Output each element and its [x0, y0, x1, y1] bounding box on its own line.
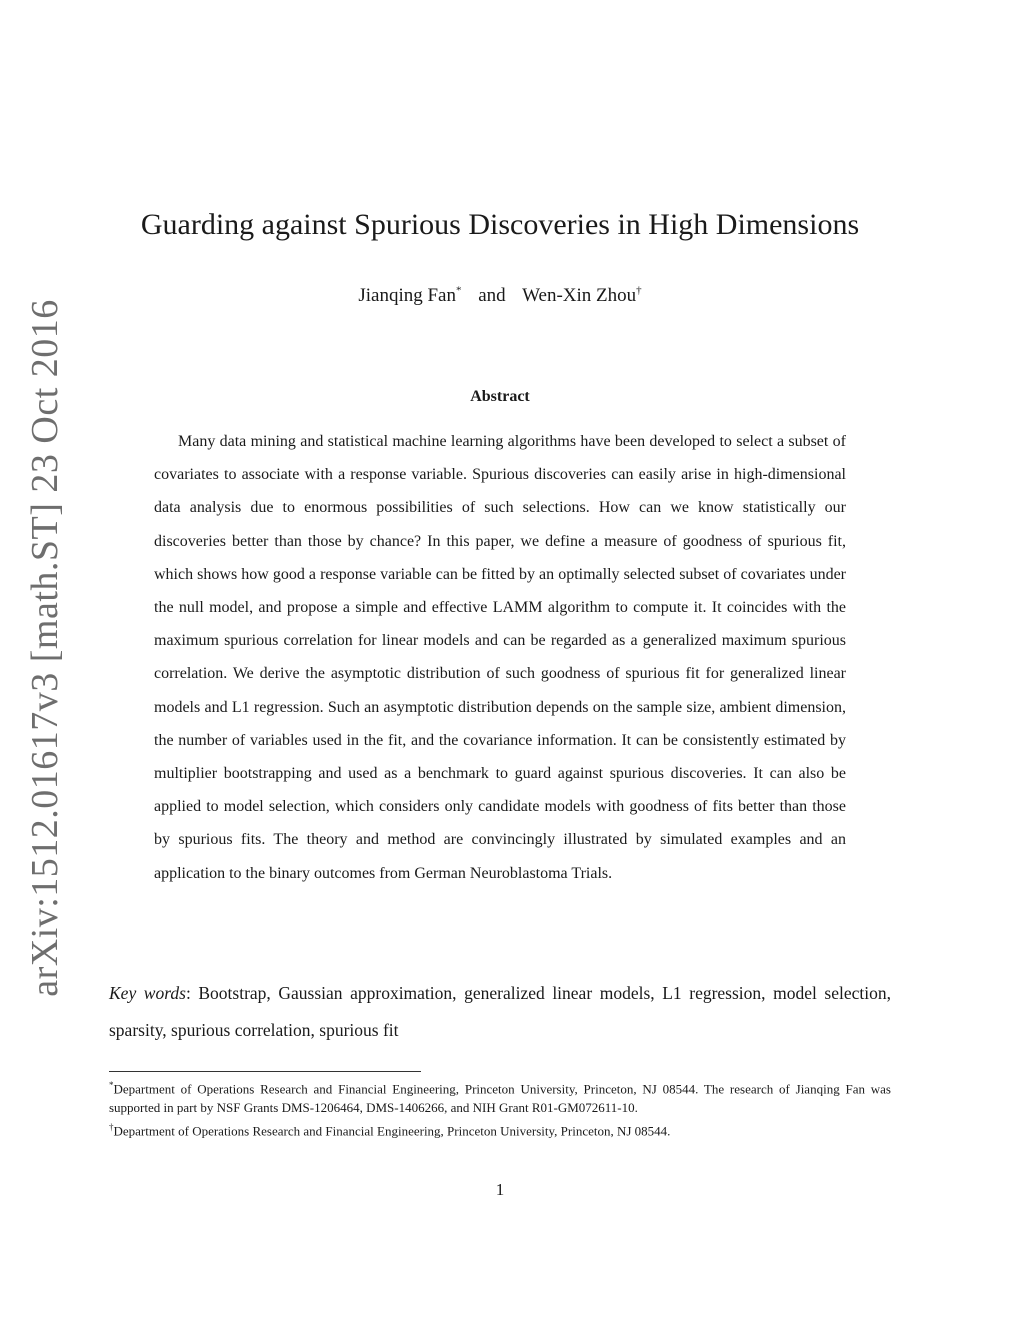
arxiv-stamp — [20, 299, 70, 997]
abstract-heading: Abstract — [470, 388, 530, 405]
page-number: 1 — [495, 1180, 505, 1199]
footnotes — [109, 1076, 891, 1141]
footnote-2-text: Department of Operations Research and Financial Engineering, Princeton University, Princeton, NJ 08544. — [113, 1123, 671, 1139]
keywords-label: Key words — [109, 983, 186, 1003]
abstract-body: Many data mining and statistical machine learning algorithms have been developed to select a subset of covariates to associate with a response variable. Spurious discoveries can easily arise in high-dimensional data analysis due to enormous possibilities of such selections. How can we know statistically our discoveries better than those by chance? In this paper, we define a measure of goodness of spurious fit, which shows how good a response variable can be fitted by an optimally selected subset of covariates under the null model, and propose a simple and effective LAMM algorithm to compute it. It coincides with the maximum spurious correlation for linear models and can be regarded as a generalized maximum spurious correlation. We derive the asymptotic distribution of such goodness of spurious fit for generalized linear models and L1 regression. Such an asymptotic distribution depends on the sample size, ambient dimension, the number of variables used in the fit, and the covariance information. It can be consistently estimated by multiplier bootstrapping and used as a benchmark to guard against spurious discoveries. It can also be applied to model selection, which considers only candidate models with goodness of fits better than those by spurious fits. The theory and method are convincingly illustrated by simulated examples and an application to the binary outcomes from German Neuroblastoma Trials. — [154, 433, 846, 882]
author-2-mark: † — [636, 285, 642, 297]
author-2 — [522, 285, 642, 306]
paper-title: Guarding against Spurious Discoveries in High Dimensions — [140, 208, 860, 241]
footnote-rule — [109, 1071, 421, 1072]
arxiv-stamp-text: arXiv:1512.01617v3 [math.ST] 23 Oct 2016 — [24, 299, 66, 997]
footnote-1 — [109, 1076, 891, 1117]
footnote-2 — [109, 1118, 891, 1141]
keywords-text: : Bootstrap, Gaussian approximation, generalized linear models, L1 regression, model selection, sparsity, spurious correlation, spurious fit — [109, 983, 891, 1040]
author-line — [110, 285, 890, 307]
author-1 — [358, 285, 461, 306]
author-conjunction: and — [478, 285, 506, 307]
footnote-1-text: Department of Operations Research and Financial Engineering, Princeton University, Princeton, NJ 08544. The research of Jianqing Fan was supported in part by NSF Grants DMS-1206464, DMS-1406266, and NIH Grant R01-GM072611-10. — [109, 1081, 891, 1115]
author-2-name: Wen-Xin Zhou — [522, 285, 637, 307]
footnote-2-mark: † — [109, 1122, 114, 1133]
author-1-name: Jianqing Fan — [358, 285, 456, 307]
author-1-mark: * — [456, 285, 462, 297]
keywords — [109, 975, 891, 1049]
footnote-1-mark: * — [109, 1080, 114, 1090]
